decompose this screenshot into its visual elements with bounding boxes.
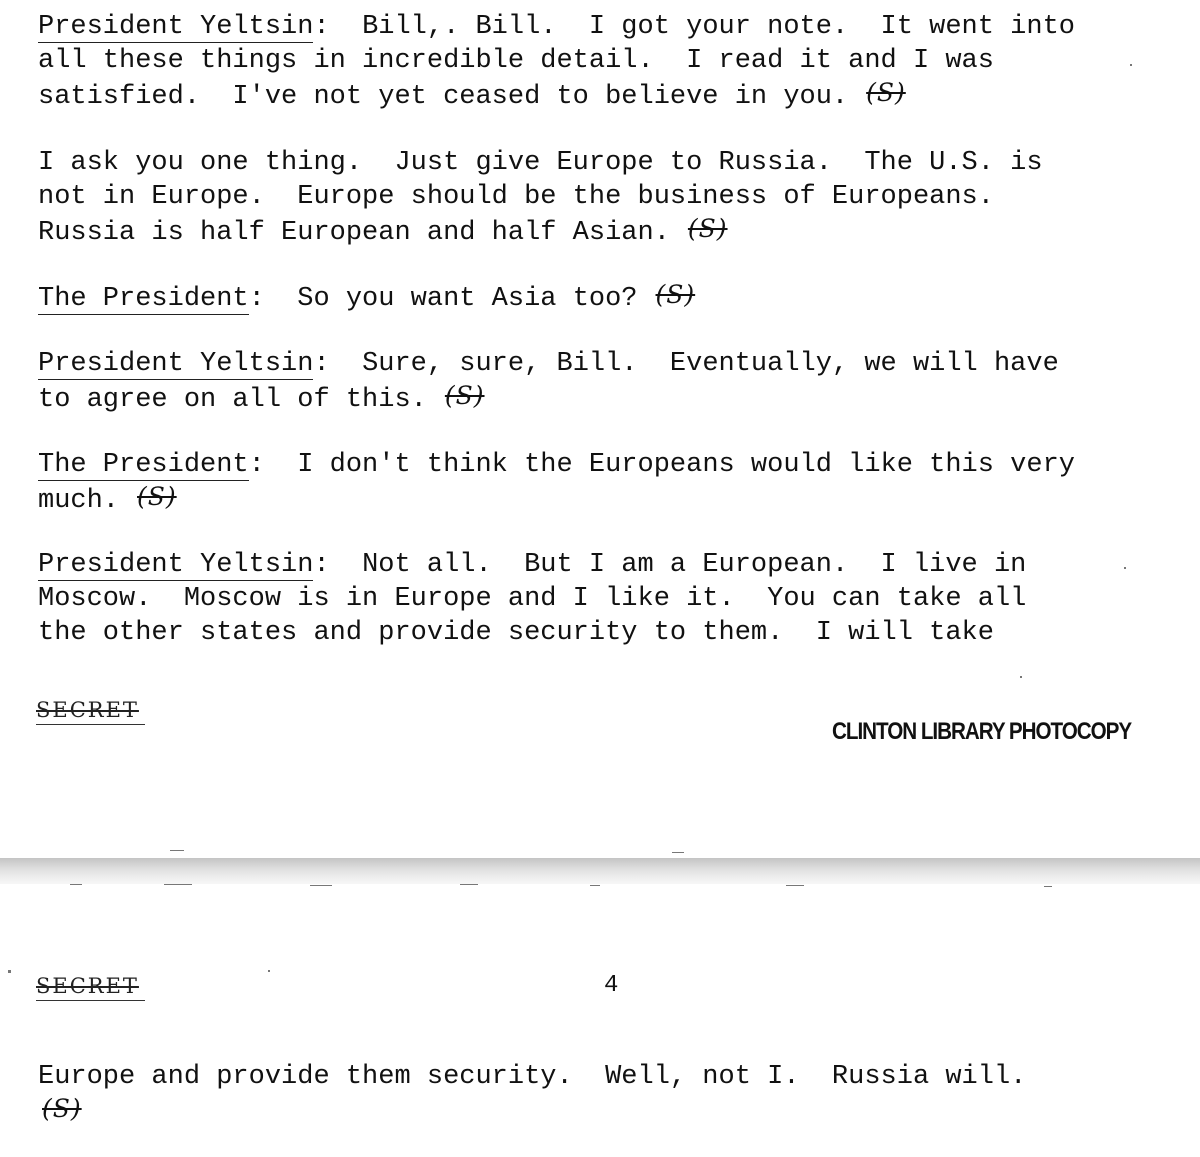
classification-mark: (S) — [42, 1094, 82, 1123]
paragraph-asia-question — [38, 280, 1178, 316]
page-separator — [0, 858, 1200, 884]
paragraph-text: I ask you one thing. Just give Europe to Russia. The U.S. is not in Europe. Europe should be the business of Europeans. Russia is half European and half Asian. — [38, 148, 1043, 248]
speaker-label: The President — [38, 450, 249, 480]
scan-speck — [170, 850, 184, 851]
paragraph-text: Europe and provide them security. Well, not I. Russia will. — [38, 1062, 1027, 1092]
paragraph-text: Sure, sure, Bill. Eventually, we will have to agree on all of this. — [38, 349, 1059, 415]
paragraph-text: I don't think the Europeans would like this very much. — [38, 450, 1075, 516]
scan-speck — [1124, 567, 1126, 569]
scan-speck — [672, 852, 684, 853]
paragraph-text: So you want Asia too? — [297, 284, 638, 314]
scan-speck — [1044, 886, 1052, 887]
scan-speck — [460, 884, 478, 885]
header-classification-marking: SECRET — [36, 974, 145, 1001]
speaker-colon: : — [313, 349, 363, 379]
classification-mark: (S) — [866, 78, 906, 107]
speaker-colon: : — [313, 550, 363, 580]
classification-mark: (S) — [687, 214, 728, 243]
speaker-label: President Yeltsin — [38, 550, 314, 580]
speaker-colon: : — [248, 284, 298, 314]
scan-speck — [164, 884, 192, 885]
classification-mark: (S) — [444, 381, 485, 410]
paragraph-yeltsin-note — [38, 10, 1178, 114]
speaker-label: The President — [38, 284, 249, 314]
scan-speck — [70, 884, 82, 885]
speaker-colon: : — [248, 450, 298, 480]
page-number: 4 — [604, 972, 619, 999]
classification-mark: (S) — [655, 280, 696, 309]
speaker-label: President Yeltsin — [38, 349, 314, 379]
paragraph-text: Not all. But I am a European. I live in Moscow. Moscow is in Europe and I like it. You can take all the other states and provide security to them. I will take — [38, 550, 1027, 648]
scan-speck — [310, 885, 332, 886]
scan-speck — [590, 885, 600, 886]
paragraph-moscow-europe — [38, 548, 1178, 650]
scan-speck — [8, 970, 11, 973]
paragraph-eventually-agree — [38, 347, 1178, 417]
library-photocopy-stamp: CLINTON LIBRARY PHOTOCOPY — [832, 718, 1132, 745]
classification-mark: (S) — [137, 482, 177, 511]
speaker-colon: : — [313, 12, 363, 42]
paragraph-text: Bill,. Bill. I got your note. It went into all these things in incredible detail. I read it and I was satisfied. I've not yet ceased to believe in you. — [38, 12, 1075, 112]
footer-classification-marking: SECRET — [36, 698, 145, 725]
scan-speck — [1020, 676, 1022, 678]
speaker-label: President Yeltsin — [38, 12, 314, 42]
paragraph-europeans-reply — [38, 448, 1178, 518]
paragraph-europe-request — [38, 146, 1178, 250]
scan-speck — [268, 970, 270, 972]
scan-speck — [1130, 64, 1132, 66]
paragraph-continuation — [38, 1060, 1178, 1130]
scan-speck — [786, 885, 804, 886]
